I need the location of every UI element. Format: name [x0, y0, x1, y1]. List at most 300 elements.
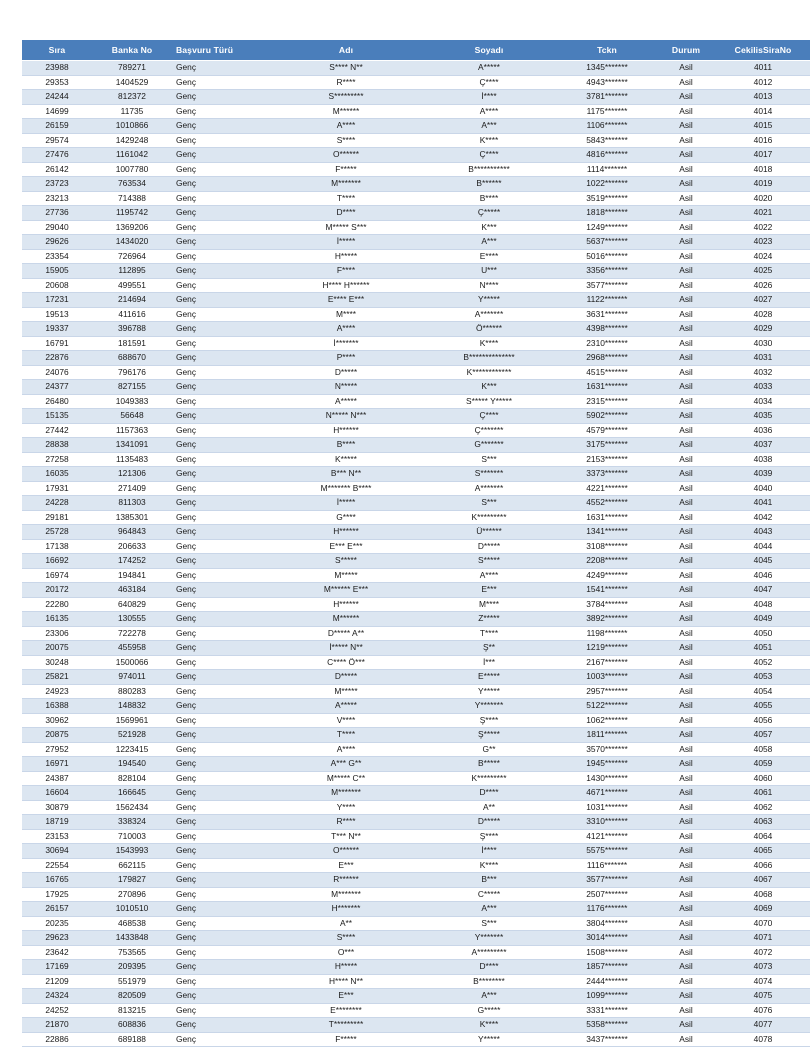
table-row[interactable] [22, 670, 810, 685]
cell-cekilis: 4047 [716, 583, 810, 598]
table-row[interactable] [22, 90, 810, 105]
cell-basvuru: Genç [172, 757, 272, 772]
cell-sira: 23988 [22, 61, 92, 76]
cell-adi: D**** [272, 206, 420, 221]
cell-durum: Asil [656, 220, 716, 235]
cell-sira: 25821 [22, 670, 92, 685]
cell-adi: M***** [272, 568, 420, 583]
cell-tckn: 4671******* [558, 786, 656, 801]
cell-soyadi: K********* [420, 510, 558, 525]
cell-sira: 16765 [22, 873, 92, 888]
cell-basvuru: Genç [172, 568, 272, 583]
cell-adi: H***** [272, 960, 420, 975]
cell-banka_no: 689188 [92, 1032, 172, 1047]
cell-basvuru: Genç [172, 235, 272, 250]
cell-durum: Asil [656, 162, 716, 177]
cell-tckn: 5637******* [558, 235, 656, 250]
table-row[interactable] [22, 641, 810, 656]
table-row[interactable] [22, 873, 810, 888]
cell-durum: Asil [656, 989, 716, 1004]
cell-soyadi: Ş** [420, 641, 558, 656]
cell-durum: Asil [656, 148, 716, 163]
table-row[interactable] [22, 162, 810, 177]
cell-basvuru: Genç [172, 365, 272, 380]
cell-adi: R**** [272, 75, 420, 90]
cell-tckn: 3437******* [558, 1032, 656, 1047]
table-row[interactable] [22, 858, 810, 873]
cell-basvuru: Genç [172, 119, 272, 134]
column-header-adi[interactable]: Adı [272, 40, 420, 61]
cell-durum: Asil [656, 945, 716, 960]
table-row[interactable] [22, 510, 810, 525]
cell-adi: T**** [272, 191, 420, 206]
cell-sira: 23213 [22, 191, 92, 206]
cell-tckn: 4249******* [558, 568, 656, 583]
cell-cekilis: 4046 [716, 568, 810, 583]
cell-soyadi: A***** [420, 61, 558, 76]
cell-durum: Asil [656, 786, 716, 801]
cell-tckn: 5575******* [558, 844, 656, 859]
cell-banka_no: 1010510 [92, 902, 172, 917]
cell-tckn: 1122******* [558, 293, 656, 308]
cell-tckn: 1175******* [558, 104, 656, 119]
cell-sira: 23153 [22, 829, 92, 844]
cell-durum: Asil [656, 307, 716, 322]
cell-soyadi: G***** [420, 1003, 558, 1018]
cell-durum: Asil [656, 916, 716, 931]
cell-sira: 30879 [22, 800, 92, 815]
cell-soyadi: Y******* [420, 699, 558, 714]
cell-soyadi: Ç**** [420, 75, 558, 90]
cell-durum: Asil [656, 1018, 716, 1033]
cell-durum: Asil [656, 322, 716, 337]
cell-basvuru: Genç [172, 641, 272, 656]
table-row[interactable] [22, 423, 810, 438]
cell-adi: F***** [272, 1032, 420, 1047]
cell-basvuru: Genç [172, 104, 272, 119]
cell-sira: 29040 [22, 220, 92, 235]
cell-cekilis: 4064 [716, 829, 810, 844]
cell-adi: E*** [272, 989, 420, 1004]
cell-basvuru: Genç [172, 916, 272, 931]
table-row[interactable] [22, 278, 810, 293]
table-row[interactable] [22, 438, 810, 453]
cell-soyadi: A********* [420, 945, 558, 960]
cell-soyadi: U*** [420, 264, 558, 279]
column-header-sira[interactable]: Sıra [22, 40, 92, 61]
table-row[interactable] [22, 612, 810, 627]
table-row[interactable] [22, 336, 810, 351]
cell-cekilis: 4076 [716, 1003, 810, 1018]
cell-durum: Asil [656, 133, 716, 148]
cell-durum: Asil [656, 612, 716, 627]
table-row[interactable] [22, 916, 810, 931]
table-row[interactable] [22, 119, 810, 134]
cell-sira: 30962 [22, 713, 92, 728]
cell-banka_no: 174252 [92, 554, 172, 569]
cell-durum: Asil [656, 670, 716, 685]
table-row[interactable] [22, 1018, 810, 1033]
cell-soyadi: A*** [420, 119, 558, 134]
table-row[interactable] [22, 902, 810, 917]
cell-sira: 29353 [22, 75, 92, 90]
cell-cekilis: 4016 [716, 133, 810, 148]
cell-tckn: 1116******* [558, 858, 656, 873]
cell-banka_no: 828104 [92, 771, 172, 786]
cell-basvuru: Genç [172, 452, 272, 467]
cell-soyadi: B*********** [420, 162, 558, 177]
cell-banka_no: 1543993 [92, 844, 172, 859]
table-body [22, 61, 810, 1047]
cell-cekilis: 4050 [716, 626, 810, 641]
cell-sira: 27736 [22, 206, 92, 221]
cell-cekilis: 4054 [716, 684, 810, 699]
cell-banka_no: 11735 [92, 104, 172, 119]
table-row[interactable] [22, 177, 810, 192]
cell-sira: 22280 [22, 597, 92, 612]
cell-banka_no: 813215 [92, 1003, 172, 1018]
table-row[interactable] [22, 133, 810, 148]
table-row[interactable] [22, 887, 810, 902]
cell-basvuru: Genç [172, 1003, 272, 1018]
cell-basvuru: Genç [172, 742, 272, 757]
cell-banka_no: 710003 [92, 829, 172, 844]
cell-cekilis: 4043 [716, 525, 810, 540]
cell-soyadi: İ**** [420, 90, 558, 105]
cell-adi: N***** N*** [272, 409, 420, 424]
cell-basvuru: Genç [172, 655, 272, 670]
cell-basvuru: Genç [172, 394, 272, 409]
cell-sira: 16971 [22, 757, 92, 772]
table-row[interactable] [22, 597, 810, 612]
cell-adi: M***** C** [272, 771, 420, 786]
cell-cekilis: 4033 [716, 380, 810, 395]
cell-sira: 17931 [22, 481, 92, 496]
cell-cekilis: 4045 [716, 554, 810, 569]
table-row[interactable] [22, 742, 810, 757]
cell-sira: 20075 [22, 641, 92, 656]
cell-soyadi: A** [420, 800, 558, 815]
cell-soyadi: Ş**** [420, 713, 558, 728]
table-row[interactable] [22, 684, 810, 699]
cell-soyadi: Y******* [420, 931, 558, 946]
table-row[interactable] [22, 409, 810, 424]
table-row[interactable] [22, 815, 810, 830]
cell-tckn: 1022******* [558, 177, 656, 192]
cell-soyadi: D**** [420, 786, 558, 801]
cell-cekilis: 4011 [716, 61, 810, 76]
cell-soyadi: Y***** [420, 684, 558, 699]
cell-basvuru: Genç [172, 800, 272, 815]
table-row[interactable] [22, 75, 810, 90]
table-row[interactable] [22, 844, 810, 859]
cell-durum: Asil [656, 742, 716, 757]
table-row[interactable] [22, 322, 810, 337]
cell-durum: Asil [656, 423, 716, 438]
cell-banka_no: 640829 [92, 597, 172, 612]
table-row[interactable] [22, 554, 810, 569]
table-row[interactable] [22, 757, 810, 772]
cell-soyadi: Ş**** [420, 829, 558, 844]
table-row[interactable] [22, 974, 810, 989]
cell-basvuru: Genç [172, 815, 272, 830]
table-row[interactable] [22, 568, 810, 583]
cell-sira: 14699 [22, 104, 92, 119]
table-row[interactable] [22, 655, 810, 670]
cell-banka_no: 1049383 [92, 394, 172, 409]
cell-soyadi: İ*** [420, 655, 558, 670]
table-row[interactable] [22, 945, 810, 960]
table-row[interactable] [22, 829, 810, 844]
cell-basvuru: Genç [172, 1032, 272, 1047]
cell-adi: H***** [272, 249, 420, 264]
table-row[interactable] [22, 235, 810, 250]
cell-cekilis: 4037 [716, 438, 810, 453]
cell-adi: M****** [272, 104, 420, 119]
cell-tckn: 1508******* [558, 945, 656, 960]
cell-adi: D***** A** [272, 626, 420, 641]
cell-adi: H**** H****** [272, 278, 420, 293]
cell-banka_no: 166645 [92, 786, 172, 801]
cell-basvuru: Genç [172, 583, 272, 598]
cell-cekilis: 4014 [716, 104, 810, 119]
table-row[interactable] [22, 583, 810, 598]
cell-sira: 16135 [22, 612, 92, 627]
cell-basvuru: Genç [172, 351, 272, 366]
cell-basvuru: Genç [172, 438, 272, 453]
column-header-basvuru[interactable]: Başvuru Türü [172, 40, 272, 61]
cell-tckn: 2507******* [558, 887, 656, 902]
table-row[interactable] [22, 1003, 810, 1018]
cell-adi: T**** [272, 728, 420, 743]
cell-soyadi: B************** [420, 351, 558, 366]
cell-adi: S********* [272, 90, 420, 105]
table-row[interactable] [22, 365, 810, 380]
cell-cekilis: 4012 [716, 75, 810, 90]
cell-basvuru: Genç [172, 336, 272, 351]
cell-cekilis: 4049 [716, 612, 810, 627]
cell-soyadi: E*** [420, 583, 558, 598]
cell-adi: S**** N** [272, 61, 420, 76]
cell-basvuru: Genç [172, 133, 272, 148]
cell-sira: 24377 [22, 380, 92, 395]
cell-durum: Asil [656, 467, 716, 482]
cell-basvuru: Genç [172, 873, 272, 888]
cell-adi: E******** [272, 1003, 420, 1018]
table-row[interactable] [22, 452, 810, 467]
cell-tckn: 1631******* [558, 380, 656, 395]
cell-banka_no: 880283 [92, 684, 172, 699]
table-row[interactable] [22, 1032, 810, 1047]
cell-banka_no: 1434020 [92, 235, 172, 250]
table-row[interactable] [22, 931, 810, 946]
cell-tckn: 5122******* [558, 699, 656, 714]
cell-sira: 20875 [22, 728, 92, 743]
cell-durum: Asil [656, 119, 716, 134]
cell-soyadi: E***** [420, 670, 558, 685]
cell-cekilis: 4017 [716, 148, 810, 163]
cell-basvuru: Genç [172, 626, 272, 641]
cell-cekilis: 4019 [716, 177, 810, 192]
cell-durum: Asil [656, 1003, 716, 1018]
table-row[interactable] [22, 699, 810, 714]
cell-banka_no: 271409 [92, 481, 172, 496]
cell-adi: M******* [272, 887, 420, 902]
cell-tckn: 3804******* [558, 916, 656, 931]
table-row[interactable] [22, 264, 810, 279]
cell-banka_no: 820509 [92, 989, 172, 1004]
table-row[interactable] [22, 960, 810, 975]
table-row[interactable] [22, 307, 810, 322]
cell-sira: 15135 [22, 409, 92, 424]
cell-banka_no: 112895 [92, 264, 172, 279]
table-row[interactable] [22, 249, 810, 264]
cell-durum: Asil [656, 974, 716, 989]
cell-soyadi: Ö****** [420, 322, 558, 337]
cell-durum: Asil [656, 496, 716, 511]
table-row[interactable] [22, 525, 810, 540]
table-row[interactable] [22, 351, 810, 366]
cell-banka_no: 722278 [92, 626, 172, 641]
cell-banka_no: 194540 [92, 757, 172, 772]
cell-soyadi: A**** [420, 568, 558, 583]
table-row[interactable] [22, 467, 810, 482]
cell-durum: Asil [656, 641, 716, 656]
cell-cekilis: 4056 [716, 713, 810, 728]
table-row[interactable] [22, 771, 810, 786]
cell-adi: E*** [272, 858, 420, 873]
cell-durum: Asil [656, 554, 716, 569]
cell-tckn: 1430******* [558, 771, 656, 786]
cell-basvuru: Genç [172, 931, 272, 946]
cell-sira: 17138 [22, 539, 92, 554]
cell-sira: 27258 [22, 452, 92, 467]
cell-cekilis: 4031 [716, 351, 810, 366]
table-row[interactable] [22, 786, 810, 801]
column-header-cekilis[interactable]: CekilisSiraNo [716, 40, 810, 61]
cell-sira: 27442 [22, 423, 92, 438]
cell-adi: F***** [272, 162, 420, 177]
cell-tckn: 3014******* [558, 931, 656, 946]
cell-adi: A**** [272, 322, 420, 337]
table-row[interactable] [22, 539, 810, 554]
cell-cekilis: 4067 [716, 873, 810, 888]
cell-durum: Asil [656, 684, 716, 699]
cell-banka_no: 763534 [92, 177, 172, 192]
cell-durum: Asil [656, 365, 716, 380]
table-row[interactable] [22, 481, 810, 496]
cell-cekilis: 4038 [716, 452, 810, 467]
cell-adi: H******* [272, 902, 420, 917]
table-row[interactable] [22, 728, 810, 743]
cell-sira: 22876 [22, 351, 92, 366]
cell-banka_no: 194841 [92, 568, 172, 583]
table-row[interactable] [22, 61, 810, 76]
cell-sira: 26157 [22, 902, 92, 917]
cell-sira: 26159 [22, 119, 92, 134]
table-row[interactable] [22, 800, 810, 815]
cell-banka_no: 1433848 [92, 931, 172, 946]
table-row[interactable] [22, 380, 810, 395]
cell-adi: M******* [272, 786, 420, 801]
table-row[interactable] [22, 626, 810, 641]
column-header-banka_no[interactable]: Banka No [92, 40, 172, 61]
cell-cekilis: 4022 [716, 220, 810, 235]
cell-banka_no: 1135483 [92, 452, 172, 467]
cell-banka_no: 974011 [92, 670, 172, 685]
cell-cekilis: 4072 [716, 945, 810, 960]
cell-soyadi: S*** [420, 916, 558, 931]
cell-banka_no: 551979 [92, 974, 172, 989]
table-row[interactable] [22, 220, 810, 235]
cell-tckn: 4398******* [558, 322, 656, 337]
cell-adi: B*** N** [272, 467, 420, 482]
cell-tckn: 3356******* [558, 264, 656, 279]
cell-cekilis: 4070 [716, 916, 810, 931]
cell-banka_no: 811303 [92, 496, 172, 511]
cell-soyadi: D***** [420, 815, 558, 830]
cell-banka_no: 796176 [92, 365, 172, 380]
cell-durum: Asil [656, 438, 716, 453]
table-row[interactable] [22, 206, 810, 221]
cell-adi: A*** G** [272, 757, 420, 772]
cell-basvuru: Genç [172, 148, 272, 163]
cell-durum: Asil [656, 351, 716, 366]
cell-banka_no: 455958 [92, 641, 172, 656]
cell-cekilis: 4063 [716, 815, 810, 830]
cell-basvuru: Genç [172, 960, 272, 975]
table-row[interactable] [22, 713, 810, 728]
column-header-durum[interactable]: Durum [656, 40, 716, 61]
cell-banka_no: 1385301 [92, 510, 172, 525]
cell-basvuru: Genç [172, 90, 272, 105]
cell-basvuru: Genç [172, 844, 272, 859]
cell-sira: 23354 [22, 249, 92, 264]
cell-sira: 16974 [22, 568, 92, 583]
table-row[interactable] [22, 191, 810, 206]
cell-cekilis: 4028 [716, 307, 810, 322]
table-row[interactable] [22, 104, 810, 119]
table-row[interactable] [22, 496, 810, 511]
cell-durum: Asil [656, 858, 716, 873]
cell-tckn: 3310******* [558, 815, 656, 830]
table-row[interactable] [22, 293, 810, 308]
cell-sira: 21870 [22, 1018, 92, 1033]
cell-tckn: 3331******* [558, 1003, 656, 1018]
cell-durum: Asil [656, 249, 716, 264]
cell-cekilis: 4040 [716, 481, 810, 496]
cell-durum: Asil [656, 206, 716, 221]
cell-sira: 29574 [22, 133, 92, 148]
cell-soyadi: M**** [420, 597, 558, 612]
cell-soyadi: K********* [420, 771, 558, 786]
cell-soyadi: K**** [420, 1018, 558, 1033]
table-row[interactable] [22, 148, 810, 163]
cell-basvuru: Genç [172, 829, 272, 844]
cell-banka_no: 179827 [92, 873, 172, 888]
cell-durum: Asil [656, 829, 716, 844]
cell-banka_no: 209395 [92, 960, 172, 975]
column-header-tckn[interactable]: Tckn [558, 40, 656, 61]
column-header-soyadi[interactable]: Soyadı [420, 40, 558, 61]
table-row[interactable] [22, 394, 810, 409]
cell-durum: Asil [656, 394, 716, 409]
cell-tckn: 3892******* [558, 612, 656, 627]
table-row[interactable] [22, 989, 810, 1004]
cell-basvuru: Genç [172, 887, 272, 902]
cell-tckn: 2444******* [558, 974, 656, 989]
cell-basvuru: Genç [172, 380, 272, 395]
